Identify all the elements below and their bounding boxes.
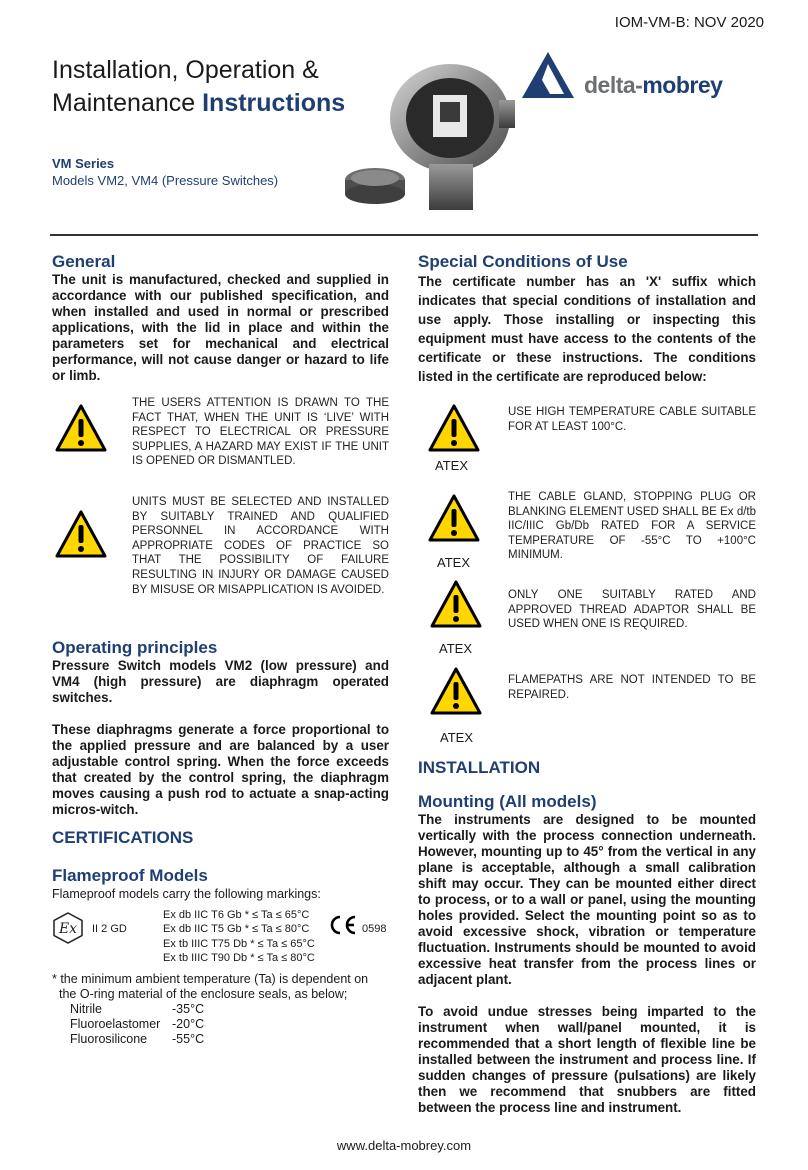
operating-paragraph-1: Pressure Switch models VM2 (low pressure) and VM4 (high pressure) are diaphragm operated switches.	[52, 658, 389, 705]
marking-line: Ex db IIC T5 Gb * ≤ Ta ≤ 80°C	[163, 923, 310, 936]
material-row	[52, 1032, 392, 1047]
general-heading: General	[52, 252, 116, 271]
otring-note	[52, 972, 392, 1047]
material-name: Nitrile	[70, 1002, 102, 1016]
warning-icon	[428, 494, 480, 542]
logo-wordmark	[584, 72, 722, 99]
atex-condition-2: THE CABLE GLAND, STOPPING PLUG OR BLANKING ELEMENT USED SHALL BE Ex d/tb IIC/IIIC Gb/Db RATED FOR A SERVICE TEMPERATURE OF -55°C TO +100°C MINIMUM.	[508, 491, 756, 562]
material-temp: -20°C	[172, 1017, 205, 1031]
svg-text:Ex: Ex	[58, 921, 78, 937]
equipment-group: II 2 GD	[92, 923, 127, 935]
warning-icon	[430, 580, 482, 628]
marking-line: Ex db IIC T6 Gb * ≤ Ta ≤ 65°C	[163, 909, 310, 921]
header-divider	[50, 234, 758, 236]
title-line-2-emphasis: Instructions	[202, 89, 346, 117]
mounting-heading: Mounting (All models)	[418, 792, 597, 811]
operating-section	[52, 638, 389, 818]
installation-heading: INSTALLATION	[418, 758, 541, 777]
flameproof-heading: Flameproof Models	[52, 866, 208, 885]
warning-text-1: THE USERS ATTENTION IS DRAWN TO THE FACT THAT, WHEN THE UNIT IS ‘LIVE’ WITH RESPECT TO ELECTRICAL OR PRESSURE SUPPLIES, A HAZARD MAY EXIST IF THE UNIT IS OPENED OR DISMANTLED.	[132, 397, 389, 468]
atex-label: ATEX	[435, 458, 468, 473]
material-row	[52, 1017, 392, 1032]
series-models: Models VM2, VM4 (Pressure Switches)	[52, 173, 279, 188]
page-title	[52, 54, 345, 120]
product-photo	[345, 60, 517, 218]
series-block	[52, 155, 278, 189]
atex-condition-3: ONLY ONE SUITABLY RATED AND APPROVED THREAD ADAPTOR SHALL BE USED WHEN ONE IS REQUIRED.	[508, 589, 756, 631]
mounting-section	[418, 792, 756, 1116]
general-text: The unit is manufactured, checked and supplied in accordance with our published specification, and when installed and used in normal or prescribed applications, with the lid in place and within the parameters set for mechanical and electrical performance, will not cause danger or hazard to life or limb.	[52, 272, 389, 383]
marking-line: Ex tb IIIC T75 Db * ≤ Ta ≤ 65°C	[163, 937, 315, 950]
special-section	[418, 252, 756, 386]
certifications-heading: CERTIFICATIONS	[52, 828, 194, 847]
material-temp: -55°C	[172, 1032, 205, 1046]
atex-label: ATEX	[439, 641, 472, 656]
warning-icon	[55, 404, 107, 452]
ce-mark-icon	[328, 914, 358, 936]
document-id: IOM-VM-B: NOV 2020	[614, 14, 764, 31]
flameproof-intro: Flameproof models carry the following markings:	[52, 887, 321, 901]
special-text: The certificate number has an 'X' suffix which indicates that special conditions of installation and use apply. Those installing or inspecting this equipment must have access to the contents of the certificate or these instructions. The conditions listed in the certificate are reproduced below:	[418, 274, 756, 384]
flameproof-section	[52, 866, 389, 902]
delta-logo-icon	[520, 50, 576, 100]
mounting-paragraph-1: The instruments are designed to be mounted vertically with the process connection underneath. However, mounting up to 45° from the vertical in any plane is acceptable, although a small calibration shift may occur. They can be mounted either direct to process, or to a wall or panel, using the mounting holes provided. Select the mounting point so as to avoid excessive shock, vibration or temperature fluctuation. Instruments should be mounted to avoid excessive heat transfer from the process lines or adjacent plant.	[418, 812, 756, 987]
atex-condition-1: USE HIGH TEMPERATURE CABLE SUITABLE FOR AT LEAST 100°C.	[508, 406, 756, 433]
title-line-1: Installation, Operation &	[52, 56, 319, 84]
material-name: Fluoroelastomer	[70, 1017, 161, 1031]
note-line-2: the O-ring material of the enclosure seals, as below;	[59, 987, 348, 1001]
title-line-2-plain: Maintenance	[52, 89, 203, 117]
marking-list	[163, 908, 315, 966]
atex-label: ATEX	[440, 730, 473, 745]
material-name: Fluorosilicone	[70, 1032, 148, 1046]
atex-condition-4: FLAMEPATHS ARE NOT INTENDED TO BE REPAIRED.	[508, 674, 756, 701]
special-heading: Special Conditions of Use	[418, 252, 628, 271]
operating-heading: Operating principles	[52, 638, 218, 657]
delta-mobrey-logo	[520, 50, 760, 102]
warning-icon	[55, 510, 107, 558]
mounting-paragraph-2: To avoid undue stresses being imparted to the instrument when wall/panel mounted, it is recommended that a short length of flexible line be installed between the instrument and process line. If sudden changes of pressure (pulsations) are likely then we recommend that snubbers are fitted between the process line and instrument.	[418, 1004, 756, 1115]
title-line-2	[52, 87, 345, 120]
ex-hexagon-icon	[52, 912, 84, 944]
footer-url: www.delta-mobrey.com	[336, 1138, 472, 1153]
series-name: VM Series	[52, 156, 115, 171]
ce-number: 0598	[362, 923, 387, 935]
material-row	[52, 1002, 392, 1017]
operating-paragraph-2: These diaphragms generate a force proportional to the applied pressure and are balanced by a user adjustable control spring. When the force exceeds that created by the control spring, the diaphragm moves causing a push rod to actuate a snap-acting micros-witch.	[52, 722, 389, 817]
warning-icon	[430, 667, 482, 715]
marking-line: Ex tb IIIC T90 Db * ≤ Ta ≤ 80°C	[163, 952, 315, 965]
note-line-1: * the minimum ambient temperature (Ta) is dependent on	[52, 972, 369, 986]
material-temp: -35°C	[172, 1002, 205, 1016]
general-section	[52, 252, 389, 384]
warning-text-2: UNITS MUST BE SELECTED AND INSTALLED BY SUITABLY TRAINED AND QUALIFIED PERSONNEL IN ACCORDANCE WITH APPROPRIATE CODES OF PRACTICE SO THAT THE POSSIBILITY OF FAILURE RESULTING IN INJURY OR DAMAGE CAUSED BY MISUSE OR MISAPPLICATION IS AVOIDED.	[132, 496, 389, 596]
logo-part-2: mobrey	[642, 72, 723, 98]
atex-label: ATEX	[437, 555, 470, 570]
warning-icon	[428, 404, 480, 452]
logo-part-1: delta-	[584, 72, 643, 98]
